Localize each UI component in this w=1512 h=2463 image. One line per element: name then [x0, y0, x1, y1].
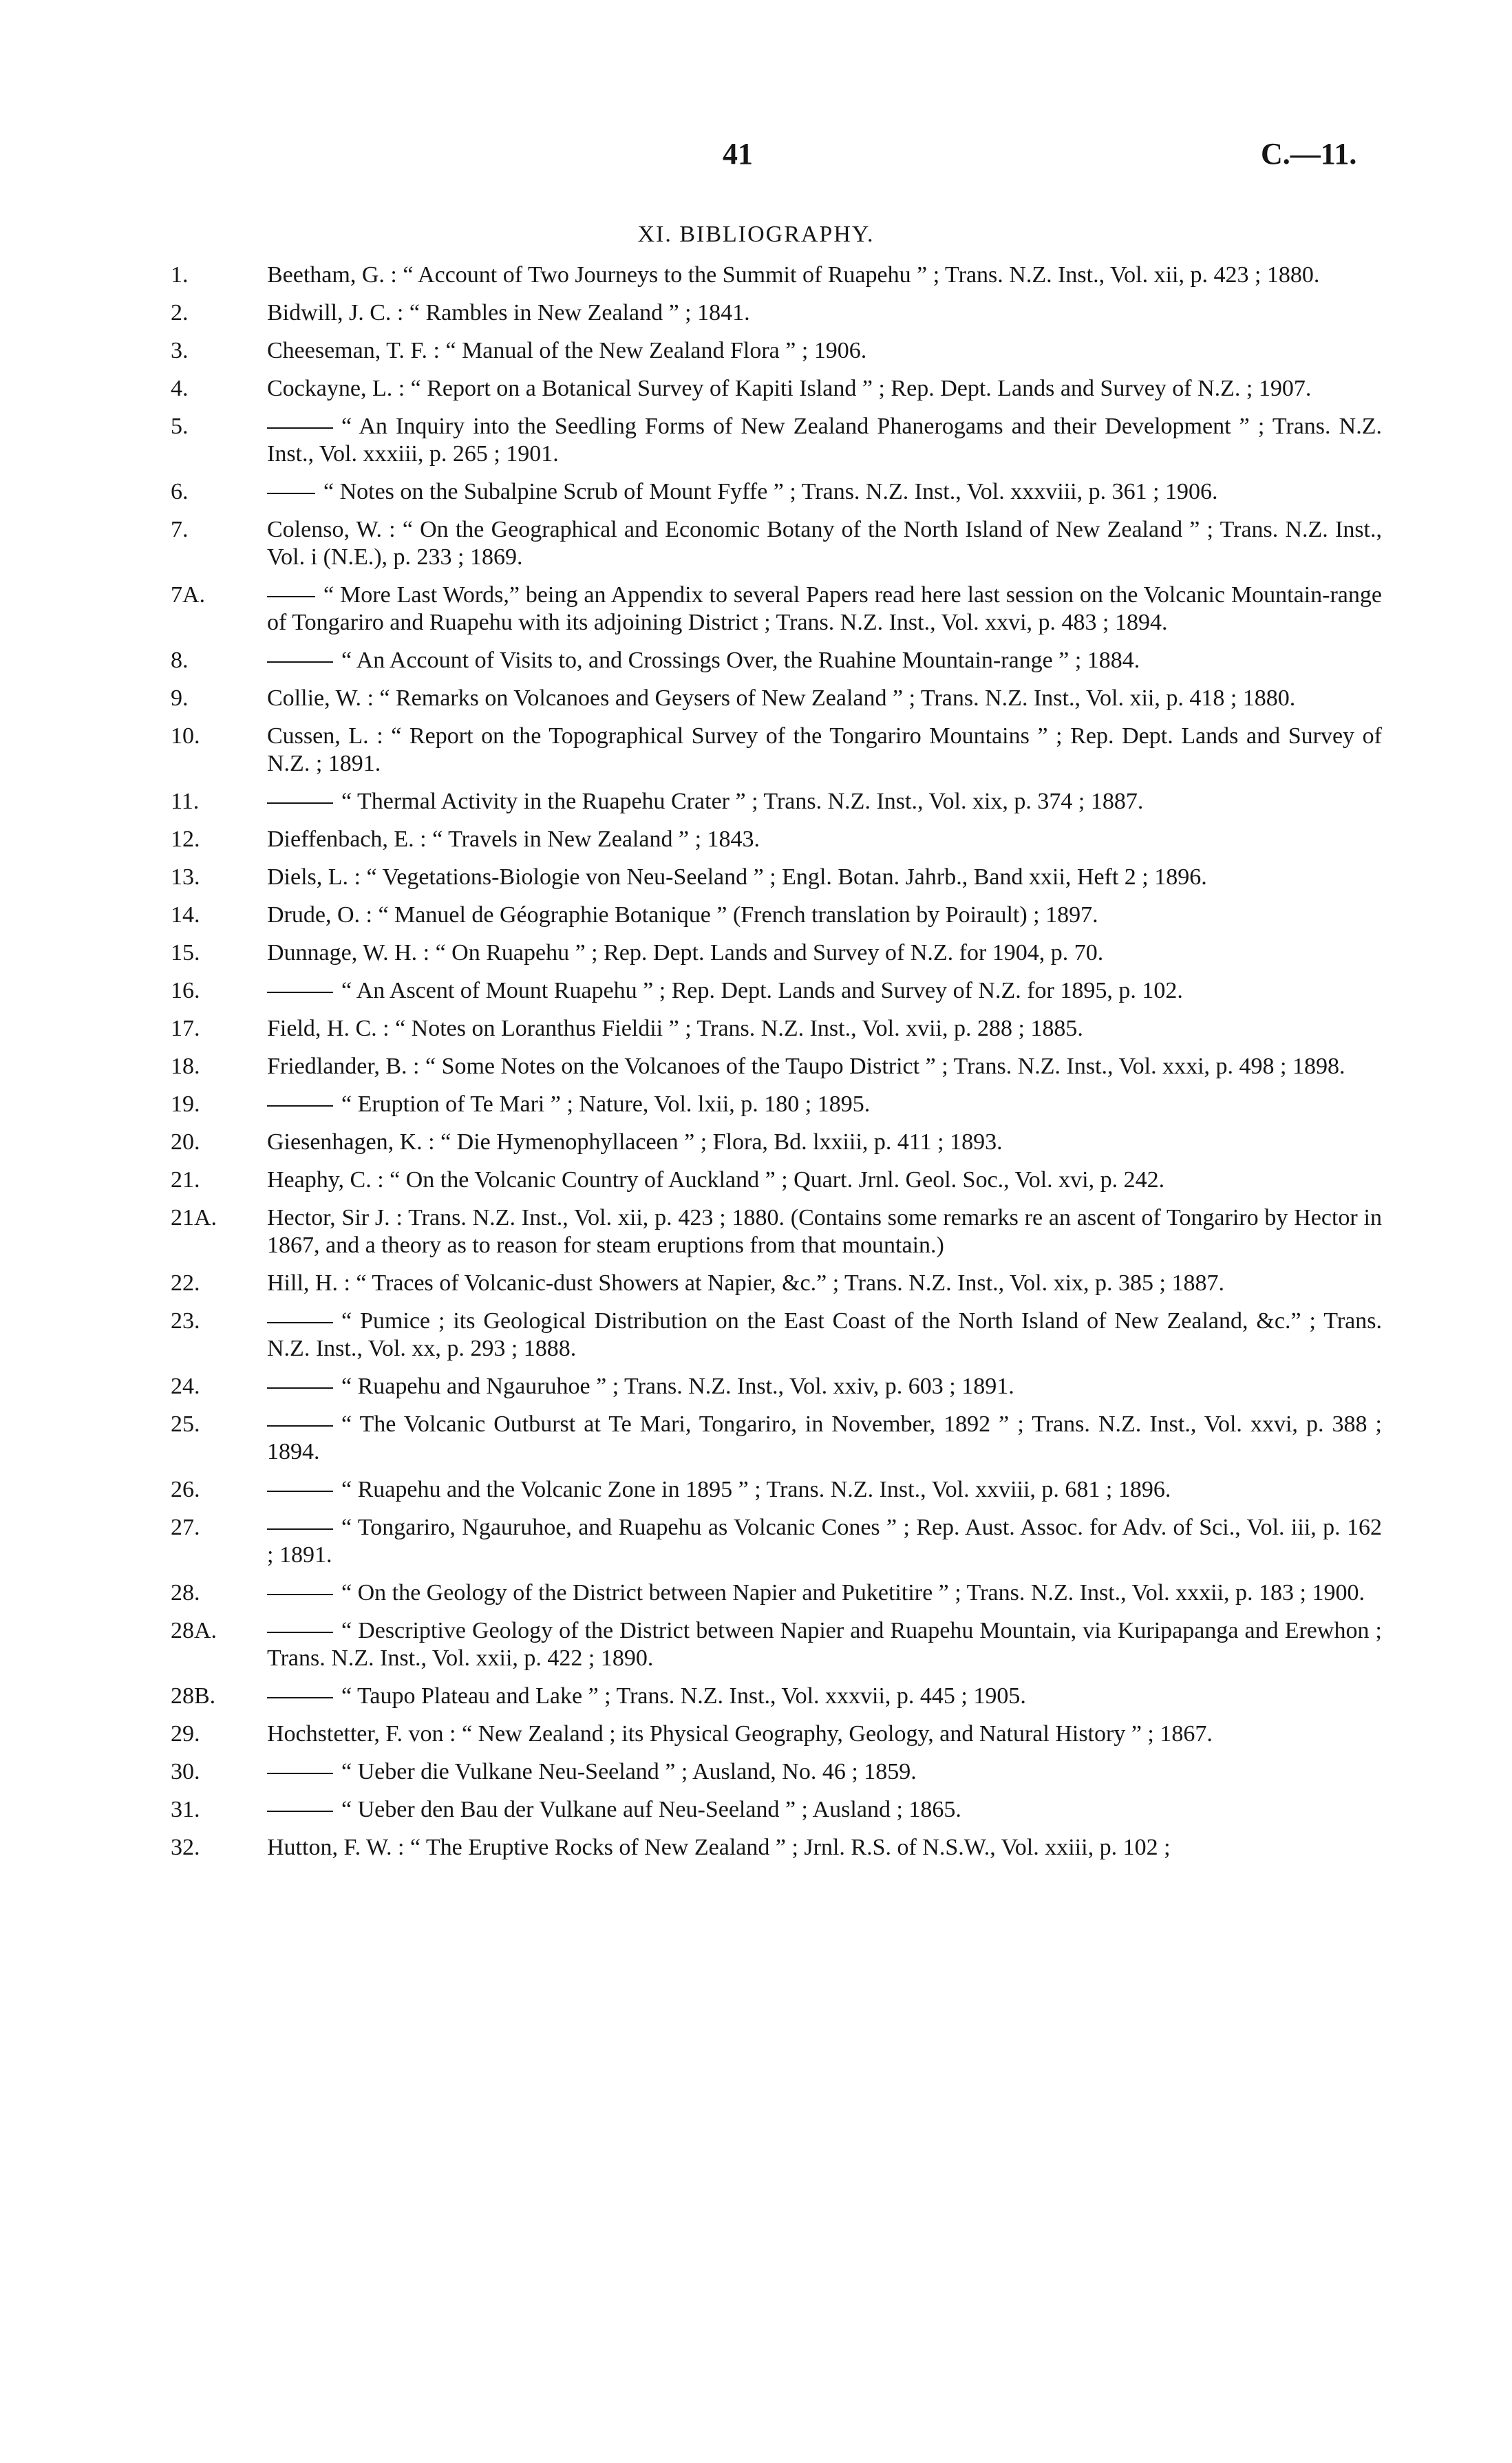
entry-text: “ Ueber den Bau der Vulkane auf Neu-Seeland ” ; Ausland ; 1865.: [341, 1797, 961, 1822]
entry-text: Collie, W. : “ Remarks on Volcanoes and Geysers of New Zealand ” ; Trans. N.Z. Inst., Vol. xii, p. 418 ; 1880.: [267, 685, 1296, 711]
bibliography-entry: [171, 1129, 1382, 1156]
entry-number: 24.: [171, 1374, 200, 1399]
bibliography-entry: [171, 685, 1382, 712]
entry-text: Dunnage, W. H. : “ On Ruapehu ” ; Rep. Dept. Lands and Survey of N.Z. for 1904, p. 70.: [267, 940, 1104, 966]
entry-number: 28.: [171, 1580, 200, 1606]
ditto-dash: [267, 1105, 333, 1107]
entry-text: Drude, O. : “ Manuel de Géographie Botanique ” (French translation by Poirault) ; 1897.: [267, 902, 1098, 928]
ditto-dash: [267, 1594, 333, 1595]
entry-number: 12.: [171, 827, 200, 852]
entry-text: Beetham, G. : “ Account of Two Journeys to the Summit of Ruapehu ” ; Trans. N.Z. Inst., Vol. xii, p. 423 ; 1880.: [267, 262, 1320, 288]
bibliography-entry: [171, 299, 1382, 327]
entry-number: 32.: [171, 1835, 200, 1860]
bibliography-entry: [171, 1796, 1382, 1824]
ditto-dash: [267, 661, 333, 663]
bibliography-entry: [171, 516, 1382, 571]
section-title: XI. BIBLIOGRAPHY.: [637, 222, 875, 247]
entry-text: “ Ueber die Vulkane Neu-Seeland ” ; Ausland, No. 46 ; 1859.: [341, 1759, 917, 1784]
ditto-dash: [267, 1425, 333, 1427]
entry-text: Heaphy, C. : “ On the Volcanic Country of Auckland ” ; Quart. Jrnl. Geol. Soc., Vol. xvi, p. 242.: [267, 1167, 1165, 1193]
bibliography-entry: [171, 1720, 1382, 1748]
ditto-dash: [267, 1697, 333, 1698]
ditto-dash: [267, 1322, 333, 1323]
entry-number: 21A.: [171, 1205, 217, 1230]
ditto-dash: [267, 1632, 333, 1633]
entry-text: Dieffenbach, E. : “ Travels in New Zealand ” ; 1843.: [267, 827, 760, 852]
entry-text: “ An Inquiry into the Seedling Forms of New Zealand Phanerogams and their Development ” ; Trans. N.Z. Inst., Vol. xxxiii, p. 265 ; 1901.: [267, 414, 1382, 467]
entry-text: “ Thermal Activity in the Ruapehu Crater ” ; Trans. N.Z. Inst., Vol. xix, p. 374 ; 1887.: [341, 789, 1144, 814]
entry-number: 22.: [171, 1270, 200, 1296]
entry-number: 17.: [171, 1016, 200, 1041]
bibliography-entry: [171, 582, 1382, 637]
bibliography-entry: [171, 788, 1382, 815]
entry-text: Hill, H. : “ Traces of Volcanic-dust Showers at Napier, &c.” ; Trans. N.Z. Inst., Vol. xix, p. 385 ; 1887.: [267, 1270, 1224, 1296]
entry-number: 11.: [171, 789, 200, 814]
bibliography-entry: [171, 1411, 1382, 1466]
bibliography-entry: [171, 1091, 1382, 1118]
entry-number: 20.: [171, 1129, 200, 1155]
entry-number: 26.: [171, 1477, 200, 1502]
entry-text: “ Eruption of Te Mari ” ; Nature, Vol. lxii, p. 180 ; 1895.: [341, 1091, 871, 1117]
bibliography-entry: [171, 262, 1382, 289]
bibliography-entry: [171, 1476, 1382, 1504]
page-number: 41: [723, 137, 753, 171]
bibliography-entry: [171, 1308, 1382, 1363]
ditto-dash: [267, 992, 333, 993]
entry-text: Colenso, W. : “ On the Geographical and Economic Botany of the North Island of New Zealand ” ; Trans. N.Z. Inst., Vol. i (N.E.), p. 233 ; 1869.: [267, 517, 1382, 570]
bibliography-entry: [171, 1015, 1382, 1043]
entry-text: “ Taupo Plateau and Lake ” ; Trans. N.Z. Inst., Vol. xxxvii, p. 445 ; 1905.: [341, 1683, 1026, 1709]
entry-text: “ Notes on the Subalpine Scrub of Mount Fyffe ” ; Trans. N.Z. Inst., Vol. xxxviii, p. 361 ; 1906.: [323, 479, 1218, 504]
bibliography-entry: [171, 1053, 1382, 1080]
entry-number: 7.: [171, 517, 189, 542]
entry-text: Giesenhagen, K. : “ Die Hymenophyllaceen ” ; Flora, Bd. lxxiii, p. 411 ; 1893.: [267, 1129, 1003, 1155]
entry-text: “ The Volcanic Outburst at Te Mari, Tongariro, in November, 1892 ” ; Trans. N.Z. Inst., Vol. xxvi, p. 388 ; 1894.: [267, 1411, 1382, 1464]
entry-number: 2.: [171, 300, 189, 326]
entry-text: Field, H. C. : “ Notes on Loranthus Fieldii ” ; Trans. N.Z. Inst., Vol. xvii, p. 288 ; 1885.: [267, 1016, 1083, 1041]
entry-text: Bidwill, J. C. : “ Rambles in New Zealand ” ; 1841.: [267, 300, 750, 326]
ditto-dash: [267, 1811, 333, 1812]
entry-number: 29.: [171, 1721, 200, 1747]
bibliography-entry: [171, 1834, 1382, 1862]
bibliography-entry: [171, 864, 1382, 891]
bibliography-entry: [171, 826, 1382, 853]
entry-number: 28A.: [171, 1618, 217, 1643]
bibliography-entry: [171, 1166, 1382, 1194]
entry-number: 15.: [171, 940, 200, 966]
entry-number: 30.: [171, 1759, 200, 1784]
entry-text: “ Ruapehu and Ngauruhoe ” ; Trans. N.Z. Inst., Vol. xxiv, p. 603 ; 1891.: [341, 1374, 1014, 1399]
document-code: C.—11.: [1261, 137, 1357, 171]
entry-number: 25.: [171, 1411, 200, 1437]
entry-number: 19.: [171, 1091, 200, 1117]
entry-number: 27.: [171, 1515, 200, 1540]
entry-number: 31.: [171, 1797, 200, 1822]
ditto-dash: [267, 1491, 333, 1492]
entry-number: 16.: [171, 978, 200, 1003]
bibliography-entry: [171, 1758, 1382, 1786]
bibliography-entry: [171, 337, 1382, 365]
entry-number: 10.: [171, 723, 200, 749]
entry-text: “ An Account of Visits to, and Crossings Over, the Ruahine Mountain-range ” ; 1884.: [341, 648, 1140, 673]
entry-text: “ Ruapehu and the Volcanic Zone in 1895 ” ; Trans. N.Z. Inst., Vol. xxviii, p. 681 ; 1896.: [341, 1477, 1171, 1502]
entry-number: 28B.: [171, 1683, 216, 1709]
ditto-dash: [267, 596, 315, 597]
bibliography-entry: [171, 977, 1382, 1005]
entry-text: “ Tongariro, Ngauruhoe, and Ruapehu as Volcanic Cones ” ; Rep. Aust. Assoc. for Adv. of Sci., Vol. iii, p. 162 ; 1891.: [267, 1515, 1382, 1568]
bibliography-entry: [171, 902, 1382, 929]
entry-text: Hector, Sir J. : Trans. N.Z. Inst., Vol. xii, p. 423 ; 1880. (Contains some remarks re an ascent of Tongariro by Hector in 1867, and a theory as to reason for steam eruptions from that mountain.): [267, 1205, 1382, 1258]
entry-number: 4.: [171, 376, 189, 401]
entry-number: 7A.: [171, 582, 206, 608]
bibliography-entry: [171, 413, 1382, 468]
entry-text: “ Pumice ; its Geological Distribution on the East Coast of the North Island of New Zealand, &c.” ; Trans. N.Z. Inst., Vol. xx, p. 293 ; 1888.: [267, 1308, 1382, 1361]
bibliography-list: [171, 262, 1382, 1872]
entry-text: Hutton, F. W. : “ The Eruptive Rocks of New Zealand ” ; Jrnl. R.S. of N.S.W., Vol. xxiii, p. 102 ;: [267, 1835, 1171, 1860]
bibliography-entry: [171, 1514, 1382, 1569]
entry-number: 18.: [171, 1054, 200, 1079]
entry-number: 23.: [171, 1308, 200, 1334]
bibliography-entry: [171, 1579, 1382, 1607]
ditto-dash: [267, 1528, 333, 1530]
entry-text: Friedlander, B. : “ Some Notes on the Volcanoes of the Taupo District ” ; Trans. N.Z. Inst., Vol. xxxi, p. 498 ; 1898.: [267, 1054, 1345, 1079]
entry-text: “ More Last Words,” being an Appendix to several Papers read here last session on the Volcanic Mountain-range of Tongariro and Ruapehu with its adjoining District ; Trans. N.Z. Inst., Vol. xxvi, p. 483 ; 1894.: [267, 582, 1382, 635]
ditto-dash: [267, 493, 315, 494]
entry-number: 9.: [171, 685, 189, 711]
entry-number: 6.: [171, 479, 189, 504]
entry-number: 3.: [171, 338, 189, 363]
entry-text: “ On the Geology of the District between Napier and Puketitire ” ; Trans. N.Z. Inst., Vol. xxxii, p. 183 ; 1900.: [341, 1580, 1365, 1606]
entry-text: “ An Ascent of Mount Ruapehu ” ; Rep. Dept. Lands and Survey of N.Z. for 1895, p. 102.: [341, 978, 1183, 1003]
bibliography-entry: [171, 1373, 1382, 1400]
entry-text: “ Descriptive Geology of the District between Napier and Ruapehu Mountain, via Kuripapanga and Erewhon ; Trans. N.Z. Inst., Vol. xxii, p. 422 ; 1890.: [267, 1618, 1382, 1671]
bibliography-entry: [171, 375, 1382, 403]
entry-text: Diels, L. : “ Vegetations-Biologie von Neu-Seeland ” ; Engl. Botan. Jahrb., Band xxii, Heft 2 ; 1896.: [267, 864, 1207, 890]
entry-number: 1.: [171, 262, 189, 288]
bibliography-entry: [171, 647, 1382, 674]
entry-number: 8.: [171, 648, 189, 673]
bibliography-entry: [171, 723, 1382, 778]
entry-text: Hochstetter, F. von : “ New Zealand ; its Physical Geography, Geology, and Natural History ” ; 1867.: [267, 1721, 1213, 1747]
entry-number: 13.: [171, 864, 200, 890]
entry-number: 21.: [171, 1167, 200, 1193]
entry-text: Cockayne, L. : “ Report on a Botanical Survey of Kapiti Island ” ; Rep. Dept. Lands and Survey of N.Z. ; 1907.: [267, 376, 1312, 401]
entry-number: 5.: [171, 414, 189, 439]
ditto-dash: [267, 1773, 333, 1774]
bibliography-entry: [171, 1204, 1382, 1259]
entry-number: 14.: [171, 902, 200, 928]
bibliography-entry: [171, 1270, 1382, 1297]
ditto-dash: [267, 1387, 333, 1389]
bibliography-entry: [171, 1683, 1382, 1710]
bibliography-entry: [171, 939, 1382, 967]
bibliography-entry: [171, 478, 1382, 506]
entry-text: Cussen, L. : “ Report on the Topographical Survey of the Tongariro Mountains ” ; Rep. Dept. Lands and Survey of N.Z. ; 1891.: [267, 723, 1382, 776]
bibliography-entry: [171, 1617, 1382, 1672]
ditto-dash: [267, 427, 333, 429]
ditto-dash: [267, 802, 333, 804]
entry-text: Cheeseman, T. F. : “ Manual of the New Zealand Flora ” ; 1906.: [267, 338, 867, 363]
